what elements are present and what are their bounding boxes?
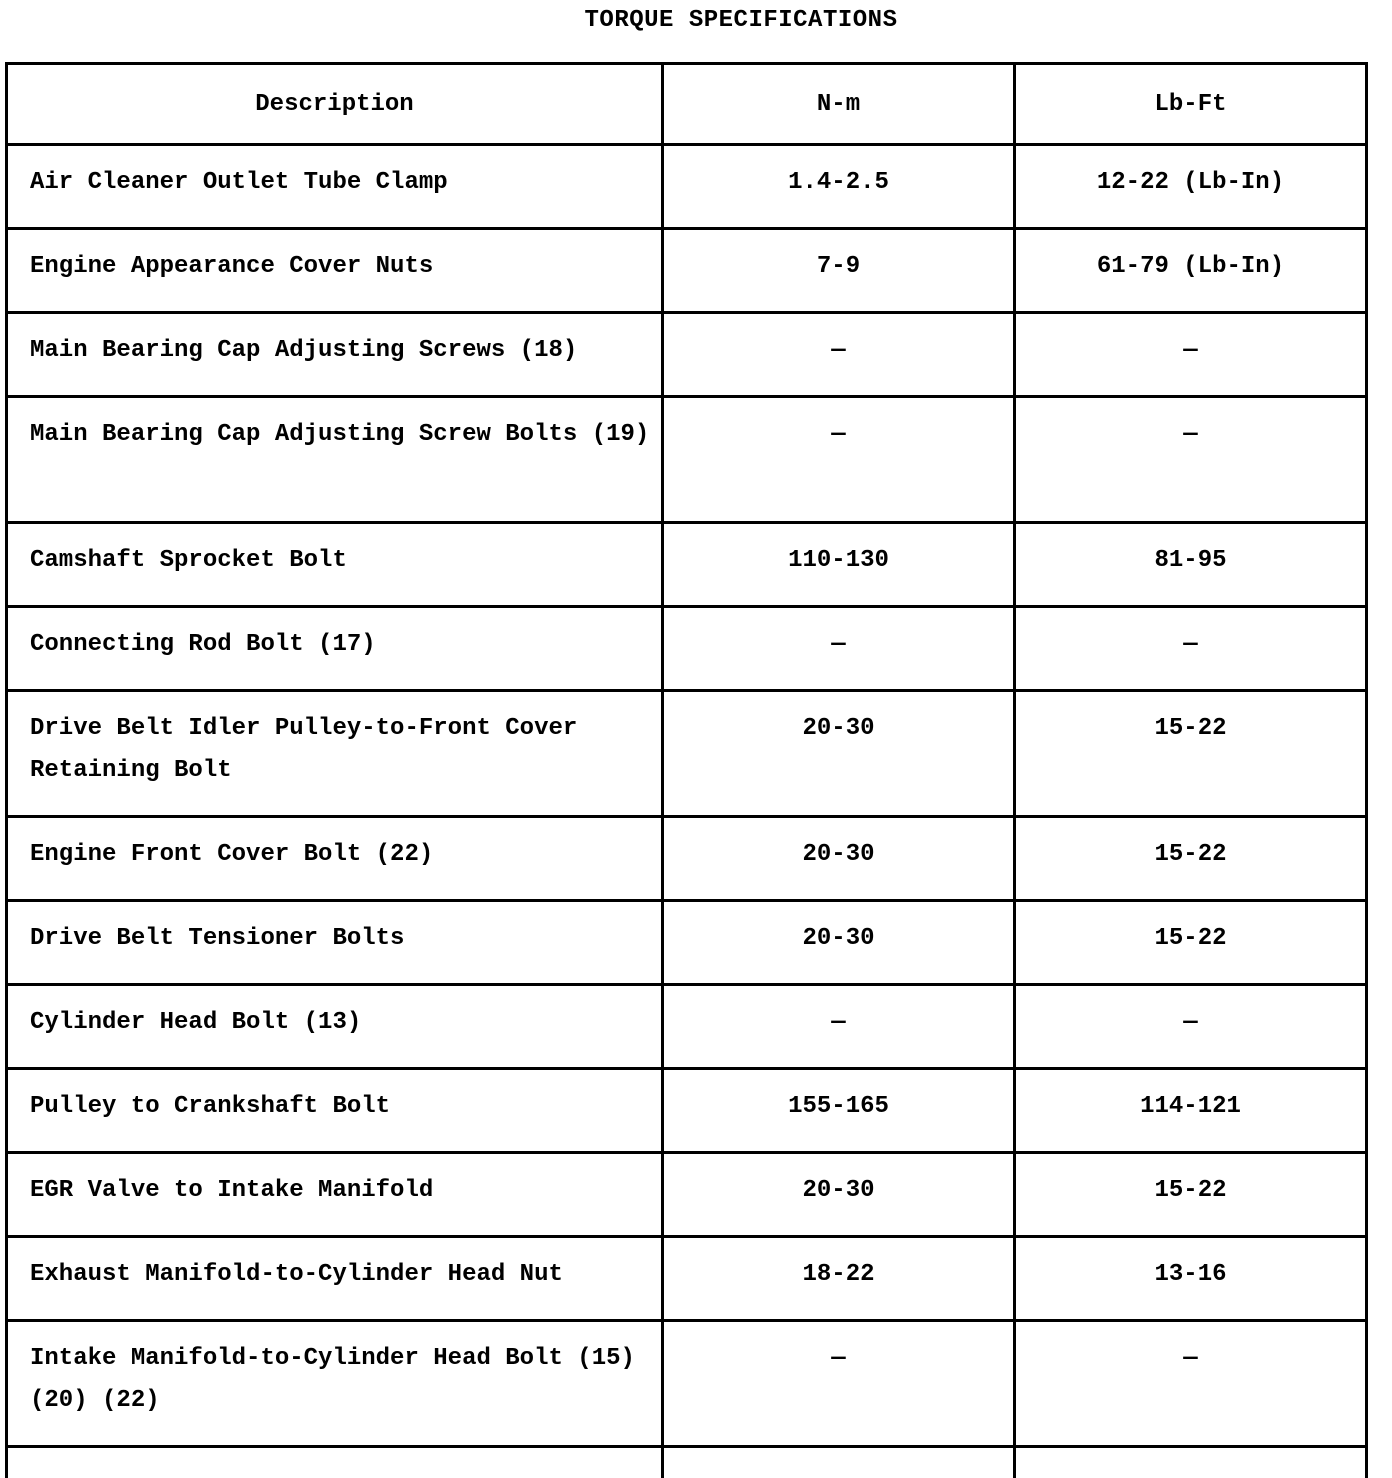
nm-cell: —: [831, 1345, 846, 1372]
lbft-cell: 61-79 (Lb-In): [1096, 253, 1285, 280]
empty-cell: [663, 1447, 1015, 1478]
lbft-cell: 15-22: [1154, 715, 1227, 742]
description-cell: Air Cleaner Outlet Tube Clamp: [30, 169, 448, 196]
empty-cell: [1015, 1447, 1367, 1478]
table-row: [7, 397, 1367, 523]
description-cell: Main Bearing Cap Adjusting Screw Bolts (19): [30, 421, 650, 448]
lbft-cell: —: [1183, 421, 1198, 448]
description-cell: Pulley to Crankshaft Bolt: [30, 1093, 391, 1120]
lbft-cell: —: [1183, 337, 1198, 364]
table-row-cut-off: [7, 1447, 1367, 1478]
description-cell: Camshaft Sprocket Bolt: [30, 547, 347, 574]
nm-cell: —: [831, 421, 846, 448]
lbft-cell: 15-22: [1154, 1177, 1227, 1204]
table-row: [7, 229, 1367, 313]
description-cell: Exhaust Manifold-to-Cylinder Head Nut: [30, 1261, 563, 1288]
nm-cell: 20-30: [802, 841, 875, 868]
nm-cell: 1.4-2.5: [788, 169, 889, 196]
column-header-description: Description: [7, 64, 663, 145]
page-title: TORQUE SPECIFICATIONS: [584, 7, 898, 34]
lbft-cell: 15-22: [1154, 925, 1227, 952]
table-row: [7, 607, 1367, 691]
table-row: [7, 523, 1367, 607]
description-cell: Connecting Rod Bolt (17): [30, 631, 376, 658]
column-header-nm: N-m: [663, 64, 1015, 145]
nm-cell: —: [831, 1009, 846, 1036]
description-cell: Engine Front Cover Bolt (22): [30, 841, 434, 868]
table-row: [7, 1069, 1367, 1153]
lbft-cell: —: [1183, 1009, 1198, 1036]
table-row: [7, 1321, 1367, 1447]
table-row: [7, 1237, 1367, 1321]
torque-spec-table: [5, 62, 1368, 1478]
table-row: [7, 1153, 1367, 1237]
nm-cell: 7-9: [816, 253, 861, 280]
description-cell: Drive Belt Idler Pulley-to-Front Cover Retaining Bolt: [30, 715, 578, 784]
nm-cell: —: [831, 631, 846, 658]
nm-cell: 20-30: [802, 925, 875, 952]
nm-cell: 20-30: [802, 1177, 875, 1204]
nm-cell: 155-165: [788, 1093, 889, 1120]
lbft-cell: —: [1183, 631, 1198, 658]
lbft-cell: 12-22 (Lb-In): [1096, 169, 1285, 196]
table-row: [7, 313, 1367, 397]
nm-cell: —: [831, 337, 846, 364]
lbft-cell: 15-22: [1154, 841, 1227, 868]
nm-cell: 110-130: [788, 547, 889, 574]
column-header-lbft: Lb-Ft: [1015, 64, 1367, 145]
table-row: [7, 691, 1367, 817]
table-row: [7, 145, 1367, 229]
lbft-cell: —: [1183, 1345, 1198, 1372]
table-row: [7, 985, 1367, 1069]
lbft-cell: 13-16: [1154, 1261, 1227, 1288]
description-cell: Main Bearing Cap Adjusting Screws (18): [30, 337, 578, 364]
description-cell: EGR Valve to Intake Manifold: [30, 1177, 434, 1204]
description-cell: Cylinder Head Bolt (13): [30, 1009, 362, 1036]
table-row: [7, 817, 1367, 901]
table-row: [7, 901, 1367, 985]
description-cell: Engine Appearance Cover Nuts: [30, 253, 434, 280]
nm-cell: 20-30: [802, 715, 875, 742]
nm-cell: 18-22: [802, 1261, 875, 1288]
lbft-cell: 114-121: [1140, 1093, 1241, 1120]
table-header-row: [7, 64, 1367, 145]
description-cell: Drive Belt Tensioner Bolts: [30, 925, 405, 952]
lbft-cell: 81-95: [1154, 547, 1227, 574]
description-cell: Intake Manifold-to-Cylinder Head Bolt (15) (20) (22): [30, 1345, 635, 1414]
empty-cell: [7, 1447, 663, 1478]
